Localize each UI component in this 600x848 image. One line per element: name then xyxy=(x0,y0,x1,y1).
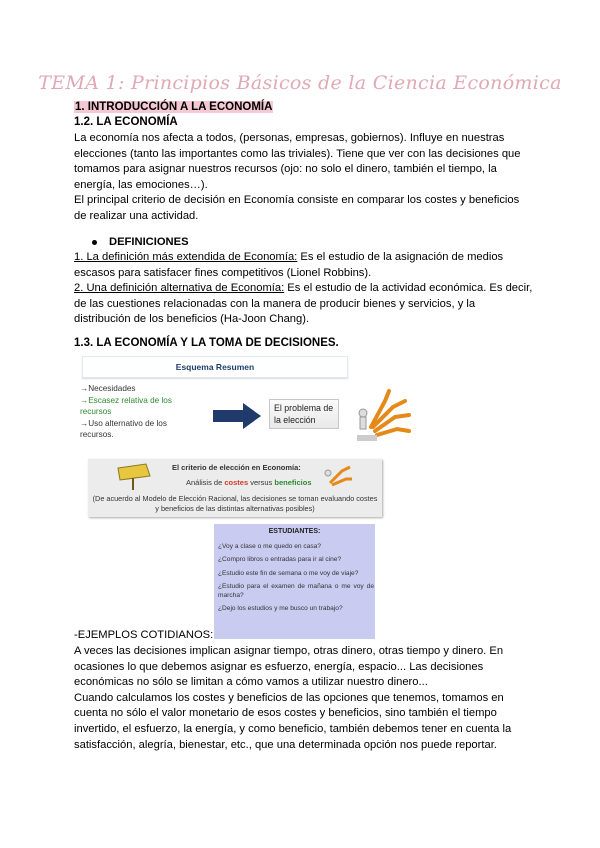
criterion-note: (De acuerdo al Modelo de Elección Racional, las decisiones se toman evaluando costes y beneficios de las distintas alternativas posibles) xyxy=(92,494,378,513)
pros-cons-sign-icon xyxy=(116,462,152,490)
criterion-analysis: Análisis de costes versus beneficios xyxy=(186,478,312,487)
list-item: ¿Voy a clase o me quedo en casa? xyxy=(218,543,322,550)
schema-title: Esquema Resumen xyxy=(82,356,348,378)
students-questions xyxy=(218,543,374,618)
definition-2-label: 2. Una definición alternativa de Economía: xyxy=(74,282,285,295)
bullet-icon xyxy=(92,240,97,245)
right-arrow-icon xyxy=(213,403,263,429)
problem-of-choice-box: El problema de la elección xyxy=(269,399,339,429)
examples-heading: -EJEMPLOS COTIDIANOS: xyxy=(74,629,214,641)
schema-list: →Necesidades →Escasez relativa de los recursos →Uso alternativo de los recursos. xyxy=(80,384,172,439)
page-title: TEMA 1: Principios Básicos de la Ciencia Económica xyxy=(38,72,562,94)
paragraph-examples: A veces las decisiones implican asignar tiempo, otras dinero, otras tiempo y dinero. En ocasiones lo que debemos asignar es esfuerzo, energía, espacio... Las decisiones económicas no sólo se limitan a cómo vamos a utilizar nuestro dinero... Cuando calculamos los costes y beneficios de las opciones que tenemos, tomamos en cuenta no sólo el valor monetario de esos costes y beneficios, sino también el tiempo invertido, el esfuerzo, la energía, y como beneficio, también debemos tener en cuenta la satisfacción, alegría, bienestar, etc., que una determinada opción nos puede reportar. xyxy=(74,645,512,751)
decision-small-icon xyxy=(320,461,354,489)
definitions-heading: DEFINICIONES xyxy=(92,236,189,248)
section-heading-1-2: 1.2. LA ECONOMÍA xyxy=(74,116,178,128)
list-item: ¿Estudio este fin de semana o me voy de viaje? xyxy=(218,569,359,577)
list-item: ¿Estudio para el examen de mañana o me voy de marcha? xyxy=(218,582,374,599)
decision-figure-icon xyxy=(345,387,413,449)
list-item: ¿Dejo los estudios y me busco un trabajo? xyxy=(218,605,343,613)
list-item: ¿Compro libros o entradas para ir al cine? xyxy=(218,556,342,564)
definitions-list: 1. La definición más extendida de Economía: Es el estudio de la asignación de medios escasos para satisfacer fines competitivos (Lionel Robbins). 2. Una definición alternativa de Economía: Es el estudio de la actividad económica. Es decir, de las cuestiones relacionadas con la manera de producir bienes y servicios, y la distribución de los beneficios (Ha-Joon Chang). xyxy=(74,251,533,326)
section-heading-1: 1. INTRODUCCIÓN A LA ECONOMÍA xyxy=(75,101,273,113)
paragraph-intro: La economía nos afecta a todos, (personas, empresas, gobiernos). Influye en nuestras elecciones (tanto las importantes como las triviales). Tiene que ver con las decisiones que tomamos para asignar nuestros recursos (ojo: no solo el dinero, también el tiempo, la energía, las emociones…). El principal criterio de decisión en Economía consiste en comparar los costes y beneficios de realizar una actividad. xyxy=(74,132,521,222)
criterion-title: El criterio de elección en Economía: xyxy=(172,463,301,472)
section-heading-1-3: 1.3. LA ECONOMÍA Y LA TOMA DE DECISIONES. xyxy=(74,337,339,349)
definition-1-label: 1. La definición más extendida de Economía: xyxy=(74,251,298,263)
students-title: ESTUDIANTES: xyxy=(268,528,321,535)
